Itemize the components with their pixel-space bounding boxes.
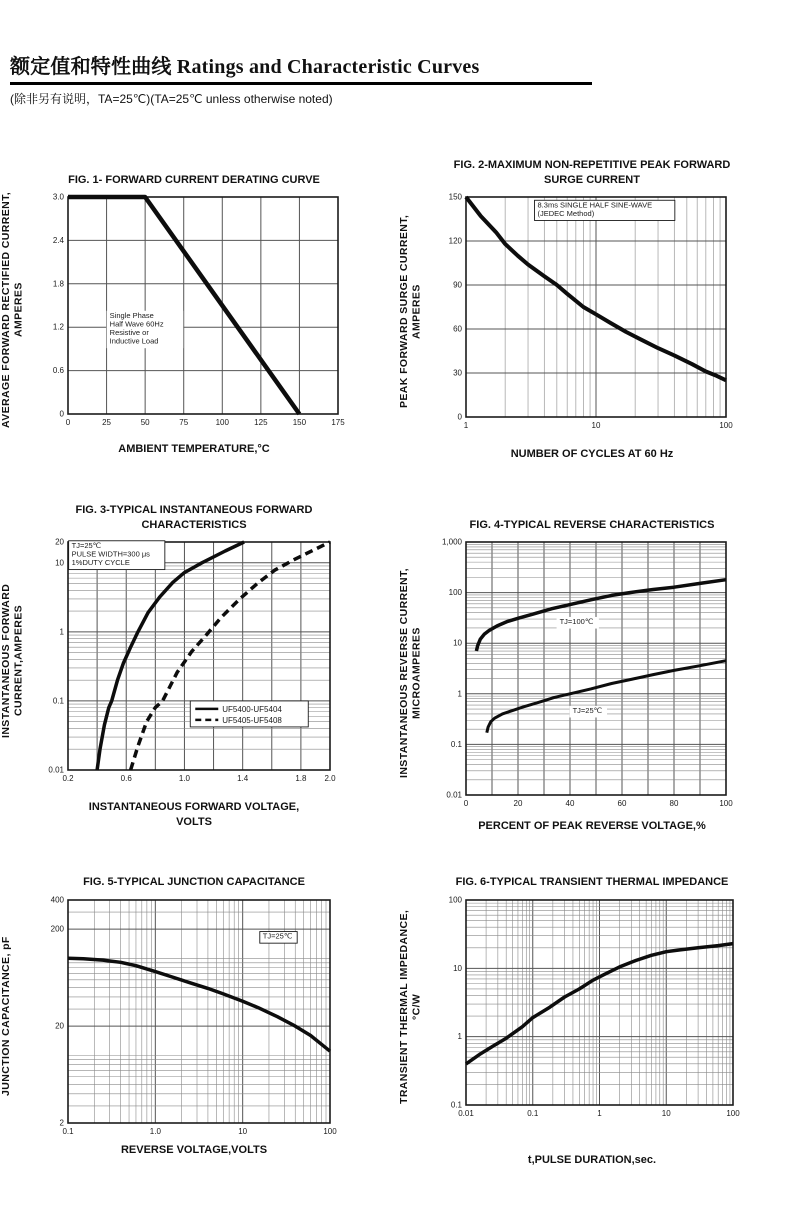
svg-text:125: 125: [254, 418, 268, 427]
fig2-title: FIG. 2-MAXIMUM NON-REPETITIVE PEAK FORWARD SURGE CURRENT: [453, 159, 731, 186]
svg-text:10: 10: [238, 1126, 248, 1136]
svg-text:TJ=25℃: TJ=25℃: [572, 705, 603, 715]
fig1-plot: [36, 190, 348, 430]
svg-text:20: 20: [55, 537, 64, 547]
figure-row-1: [0, 157, 800, 462]
svg-text:10: 10: [453, 963, 462, 973]
svg-text:1: 1: [59, 627, 64, 637]
fig3-title: FIG. 3-TYPICAL INSTANTANEOUS FORWARD CHARACTERISTICS: [75, 504, 313, 531]
svg-text:2: 2: [59, 1118, 64, 1128]
fig6-x-axis-label: t,PULSE DURATION,sec.: [527, 1153, 657, 1166]
figure-6: [398, 860, 796, 1168]
fig3-y-axis-label: INSTANTANEOUS FORWARD CURRENT,AMPERES: [0, 583, 25, 738]
svg-text:TJ=25℃: TJ=25℃: [262, 931, 293, 941]
svg-text:0: 0: [65, 418, 71, 427]
svg-text:175: 175: [331, 418, 345, 427]
svg-text:0: 0: [59, 409, 64, 419]
svg-text:0.01: 0.01: [458, 1108, 474, 1118]
figure-1: [0, 157, 398, 462]
svg-text:1,000: 1,000: [441, 537, 462, 547]
fig5-y-axis-label: JUNCTION CAPACITANCE, pF: [0, 935, 12, 1096]
svg-text:30: 30: [453, 368, 462, 378]
svg-text:0.2: 0.2: [62, 773, 74, 783]
fig2-y-axis-label: PEAK FORWARD SURGE CURRENT, AMPERES: [398, 214, 423, 409]
svg-text:0.01: 0.01: [446, 790, 462, 800]
page-subtitle: (除非另有说明，TA=25℃)(TA=25℃ unless otherwise noted): [10, 92, 333, 106]
svg-text:1.8: 1.8: [52, 279, 64, 289]
svg-text:0.6: 0.6: [52, 366, 64, 376]
figure-4: [398, 502, 796, 834]
fig1-y-axis-label: AVERAGE FORWARD RECTIFIED CURRENT, AMPERES: [0, 191, 25, 429]
svg-text:60: 60: [617, 798, 627, 808]
fig2-x-axis-label: NUMBER OF CYCLES AT 60 Hz: [510, 448, 674, 460]
svg-text:200: 200: [50, 924, 64, 934]
figure-2: [398, 157, 796, 462]
svg-text:1%DUTY CYCLE: 1%DUTY CYCLE: [71, 557, 130, 567]
svg-text:150: 150: [292, 418, 307, 427]
svg-text:0.6: 0.6: [120, 773, 132, 783]
svg-text:PULSE WIDTH=300 μs: PULSE WIDTH=300 μs: [71, 549, 150, 559]
svg-text:2.0: 2.0: [324, 773, 336, 783]
svg-text:0: 0: [463, 798, 469, 808]
svg-text:25: 25: [102, 418, 112, 427]
fig5-x-axis-label: REVERSE VOLTAGE,VOLTS: [120, 1143, 268, 1156]
svg-text:Resistive or: Resistive or: [109, 327, 149, 337]
svg-text:1.0: 1.0: [178, 773, 191, 783]
svg-text:0.1: 0.1: [450, 739, 462, 749]
svg-text:1: 1: [457, 689, 462, 699]
svg-text:100: 100: [719, 421, 733, 430]
svg-text:150: 150: [448, 192, 462, 202]
fig4-plot: [434, 535, 736, 811]
svg-text:1.4: 1.4: [237, 773, 249, 783]
svg-text:0.01: 0.01: [48, 765, 64, 775]
figure-row-3: [0, 860, 800, 1168]
svg-text:100: 100: [726, 1108, 740, 1118]
fig4-title: FIG. 4-TYPICAL REVERSE CHARACTERISTICS: [469, 518, 715, 531]
svg-text:0.1: 0.1: [527, 1108, 539, 1118]
fig3-x-axis-label: INSTANTANEOUS FORWARD VOLTAGE, VOLTS: [88, 800, 300, 828]
svg-text:50: 50: [140, 418, 150, 427]
svg-text:UF5405-UF5408: UF5405-UF5408: [222, 715, 282, 725]
svg-text:(JEDEC Method): (JEDEC Method): [537, 208, 595, 218]
fig1-x-axis-label: AMBIENT TEMPERATURE,°C: [118, 443, 270, 455]
figure-3: [0, 502, 398, 834]
svg-text:0.1: 0.1: [62, 1126, 74, 1136]
svg-text:40: 40: [565, 798, 575, 808]
svg-text:10: 10: [591, 421, 601, 430]
fig5-plot: [36, 893, 340, 1139]
svg-text:3.0: 3.0: [52, 192, 64, 202]
svg-text:90: 90: [453, 280, 462, 290]
svg-text:0.1: 0.1: [450, 1100, 462, 1110]
svg-text:100: 100: [215, 418, 229, 427]
svg-text:60: 60: [453, 324, 462, 334]
svg-text:Inductive Load: Inductive Load: [109, 336, 159, 346]
svg-text:1.8: 1.8: [295, 773, 307, 783]
svg-text:Half Wave 60Hz: Half Wave 60Hz: [109, 319, 164, 329]
svg-text:1: 1: [457, 1031, 462, 1041]
svg-text:100: 100: [719, 798, 733, 808]
fig2-plot: [434, 190, 736, 433]
fig3-plot: [36, 535, 340, 786]
svg-text:80: 80: [669, 798, 679, 808]
fig5-title: FIG. 5-TYPICAL JUNCTION CAPACITANCE: [83, 876, 305, 889]
fig4-y-axis-label: INSTANTANEOUS REVERSE CURRENT, MICROAMPERES: [398, 567, 423, 778]
svg-text:TJ=100℃: TJ=100℃: [559, 616, 594, 626]
svg-text:100: 100: [323, 1126, 337, 1136]
svg-text:1: 1: [597, 1108, 602, 1118]
svg-text:20: 20: [513, 798, 523, 808]
figure-5: [0, 860, 398, 1168]
fig4-x-axis-label: PERCENT OF PEAK REVERSE VOLTAGE,%: [478, 819, 706, 832]
svg-text:10: 10: [661, 1108, 671, 1118]
svg-text:Single Phase: Single Phase: [109, 310, 154, 320]
page-header: [10, 0, 800, 107]
svg-text:2.4: 2.4: [52, 235, 64, 245]
svg-text:75: 75: [179, 418, 189, 427]
svg-text:120: 120: [448, 236, 462, 246]
fig1-title: FIG. 1- FORWARD CURRENT DERATING CURVE: [68, 173, 320, 186]
svg-text:100: 100: [448, 587, 462, 597]
fig6-plot: [434, 893, 743, 1121]
svg-text:1.2: 1.2: [52, 322, 64, 332]
svg-text:1: 1: [463, 421, 469, 430]
figure-row-2: [0, 502, 800, 834]
svg-text:0: 0: [457, 412, 462, 422]
fig6-y-axis-label: TRANSIENT THERMAL IMPEDANCE, °C/W: [398, 909, 423, 1104]
svg-text:10: 10: [55, 558, 64, 568]
svg-text:0.1: 0.1: [52, 696, 64, 706]
svg-text:100: 100: [448, 895, 462, 905]
svg-text:20: 20: [55, 1021, 64, 1031]
page-title: 额定值和特性曲线 Ratings and Characteristic Curves: [10, 50, 592, 85]
svg-text:400: 400: [50, 895, 64, 905]
svg-text:10: 10: [453, 638, 462, 648]
svg-text:UF5400-UF5404: UF5400-UF5404: [222, 704, 282, 714]
svg-text:1.0: 1.0: [149, 1126, 161, 1136]
svg-text:8.3ms SINGLE HALF SINE-WAVE: 8.3ms SINGLE HALF SINE-WAVE: [537, 200, 653, 210]
svg-text:TJ=25℃: TJ=25℃: [71, 540, 102, 550]
fig6-title: FIG. 6-TYPICAL TRANSIENT THERMAL IMPEDANCE: [455, 876, 729, 889]
